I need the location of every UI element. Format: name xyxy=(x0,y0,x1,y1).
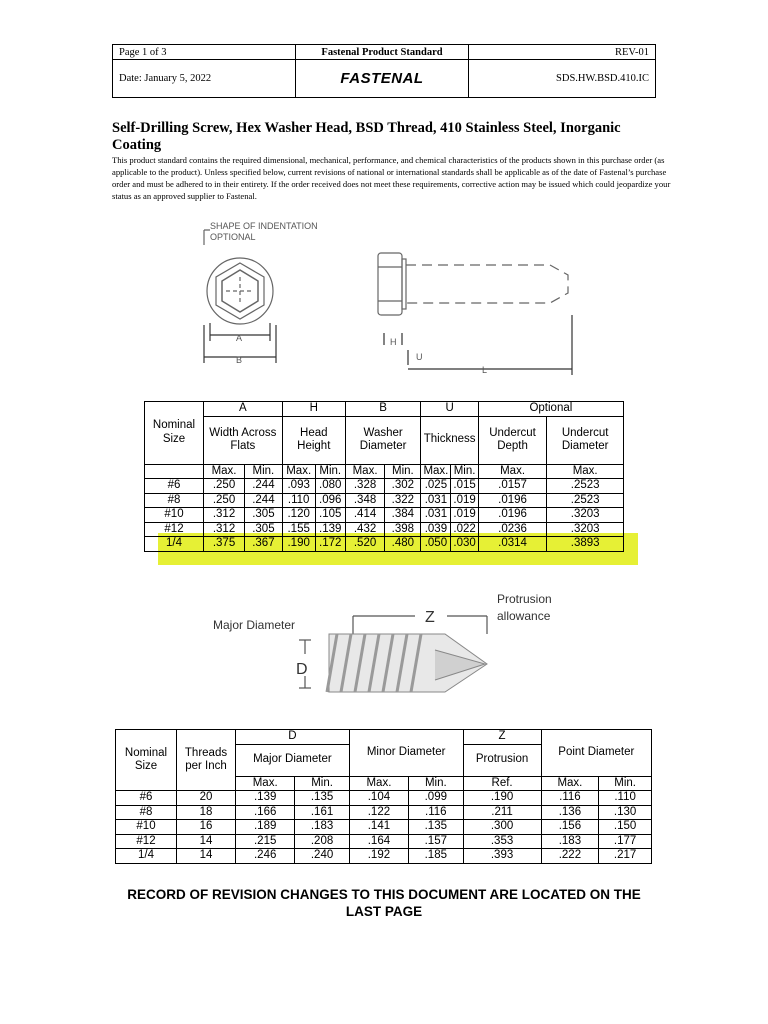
table-cell: .019 xyxy=(451,508,478,523)
col-major-diameter: Major Diameter xyxy=(236,744,350,776)
dim-label-l: L xyxy=(482,365,488,375)
table-cell: .3203 xyxy=(547,508,624,523)
table-cell: .190 xyxy=(463,791,541,806)
col-width-across-flats: Width Across Flats xyxy=(204,416,283,464)
table-cell: .375 xyxy=(204,537,245,552)
table-cell: .353 xyxy=(463,834,541,849)
table-cell: .240 xyxy=(295,849,349,864)
doc-number: SDS.HW.BSD.410.IC xyxy=(469,60,656,98)
sub-header: Max. xyxy=(547,464,624,479)
col-undercut-diameter: Undercut Diameter xyxy=(547,416,624,464)
table-cell: .0236 xyxy=(478,522,547,537)
sub-header: Min. xyxy=(245,464,283,479)
table-cell: #12 xyxy=(145,522,204,537)
table-cell: .155 xyxy=(282,522,315,537)
table-cell: .305 xyxy=(245,508,283,523)
dim-label-z: Z xyxy=(425,609,435,626)
thread-dimensions-rows xyxy=(116,791,652,864)
page-number: Page 1 of 3 xyxy=(113,45,296,60)
table-cell: .141 xyxy=(349,820,408,835)
col-threads-per-inch: Threads per Inch xyxy=(177,730,236,791)
table-cell: .031 xyxy=(421,493,451,508)
indent-note-line2: OPTIONAL xyxy=(210,232,256,242)
sub-header: Max. xyxy=(421,464,451,479)
table-cell: 14 xyxy=(177,849,236,864)
revision-note: RECORD OF REVISION CHANGES TO THIS DOCUMENT ARE LOCATED ON THE LAST PAGE xyxy=(127,887,641,919)
table-cell: #6 xyxy=(145,479,204,494)
table-row xyxy=(145,537,624,552)
sub-header: Max. xyxy=(236,776,295,791)
table-cell: .480 xyxy=(385,537,421,552)
table-cell: .0196 xyxy=(478,493,547,508)
table-cell: .189 xyxy=(236,820,295,835)
col-undercut-depth: Undercut Depth xyxy=(478,416,547,464)
table-cell: .432 xyxy=(345,522,384,537)
table-row xyxy=(116,849,652,864)
sub-header: Max. xyxy=(478,464,547,479)
screw-thread-illustration xyxy=(327,634,487,692)
table-cell: .0196 xyxy=(478,508,547,523)
table-cell: .250 xyxy=(204,493,245,508)
table-cell: 1/4 xyxy=(145,537,204,552)
table-cell: .080 xyxy=(315,479,345,494)
table-cell: .250 xyxy=(204,479,245,494)
thread-dimension-drawing xyxy=(205,588,575,700)
table-cell: .161 xyxy=(295,805,349,820)
table-cell: .0314 xyxy=(478,537,547,552)
table-cell: 1/4 xyxy=(116,849,177,864)
table-cell: .192 xyxy=(349,849,408,864)
table-cell: .139 xyxy=(236,791,295,806)
table-cell: .110 xyxy=(599,791,652,806)
table-cell: .246 xyxy=(236,849,295,864)
head-dimensions-table xyxy=(144,401,624,552)
table-cell: .120 xyxy=(282,508,315,523)
table-cell: .217 xyxy=(599,849,652,864)
dim-label-u: U xyxy=(416,352,423,362)
revision: REV-01 xyxy=(469,45,656,60)
col-thickness: Thickness xyxy=(421,416,478,464)
sub-header: Min. xyxy=(599,776,652,791)
table-cell: .164 xyxy=(349,834,408,849)
table-row xyxy=(145,479,624,494)
group-optional: Optional xyxy=(478,402,623,417)
table-cell: .244 xyxy=(245,493,283,508)
table-cell: .190 xyxy=(282,537,315,552)
table-cell: .136 xyxy=(541,805,599,820)
major-diameter-label: Major Diameter xyxy=(213,618,296,632)
sub-header: Max. xyxy=(345,464,384,479)
dim-label-a: A xyxy=(236,333,243,343)
table-row xyxy=(116,820,652,835)
table-cell: .122 xyxy=(349,805,408,820)
table-cell: .110 xyxy=(282,493,315,508)
group-z: Z xyxy=(463,730,541,745)
table-cell: .185 xyxy=(409,849,463,864)
dim-label-b: B xyxy=(236,355,243,365)
table-cell: .150 xyxy=(599,820,652,835)
table-cell: .025 xyxy=(421,479,451,494)
protrusion-label-line2: allowance xyxy=(497,609,551,623)
dim-label-h: H xyxy=(390,337,397,347)
table-cell: .030 xyxy=(451,537,478,552)
table-cell: .2523 xyxy=(547,493,624,508)
table-cell: .414 xyxy=(345,508,384,523)
table-cell: .312 xyxy=(204,508,245,523)
protrusion-label-line1: Protrusion xyxy=(497,592,552,606)
table-cell: .367 xyxy=(245,537,283,552)
col-minor-diameter: Minor Diameter xyxy=(349,730,463,777)
table-cell: .116 xyxy=(541,791,599,806)
group-b: B xyxy=(345,402,421,417)
group-h: H xyxy=(282,402,345,417)
table-cell: 18 xyxy=(177,805,236,820)
table-cell: .2523 xyxy=(547,479,624,494)
table-cell: .104 xyxy=(349,791,408,806)
table-cell: .093 xyxy=(282,479,315,494)
table-cell: .300 xyxy=(463,820,541,835)
indent-note-line1: SHAPE OF INDENTATION xyxy=(210,221,318,231)
col-point-diameter: Point Diameter xyxy=(541,730,651,777)
head-dimensions-rows xyxy=(145,479,624,552)
sub-header: Max. xyxy=(541,776,599,791)
sub-header: Min. xyxy=(315,464,345,479)
doc-type: Fastenal Product Standard xyxy=(296,45,469,60)
table-cell: #8 xyxy=(116,805,177,820)
head-dimension-drawing xyxy=(190,215,590,380)
table-cell: .244 xyxy=(245,479,283,494)
sub-header: Min. xyxy=(409,776,463,791)
table-cell: .015 xyxy=(451,479,478,494)
table-cell: .156 xyxy=(541,820,599,835)
table-cell: .222 xyxy=(541,849,599,864)
table-cell: .328 xyxy=(345,479,384,494)
table-cell: .022 xyxy=(451,522,478,537)
table-cell: .105 xyxy=(315,508,345,523)
fastenal-logo: FASTENAL xyxy=(340,70,424,87)
table-cell: .312 xyxy=(204,522,245,537)
table-row xyxy=(116,834,652,849)
col-nominal-size: Nominal Size xyxy=(116,730,177,791)
table-cell: .398 xyxy=(385,522,421,537)
dim-label-d: D xyxy=(296,661,308,678)
document-header xyxy=(112,44,656,98)
col-nominal-size: Nominal Size xyxy=(145,402,204,465)
table-cell: .3203 xyxy=(547,522,624,537)
table-cell: .019 xyxy=(451,493,478,508)
thread-dimensions-table xyxy=(115,729,652,864)
table-cell: .116 xyxy=(409,805,463,820)
table-cell: #6 xyxy=(116,791,177,806)
table-cell: .183 xyxy=(295,820,349,835)
table-row xyxy=(116,805,652,820)
table-cell: .183 xyxy=(541,834,599,849)
table-cell: #10 xyxy=(145,508,204,523)
table-cell: 20 xyxy=(177,791,236,806)
table-cell: .393 xyxy=(463,849,541,864)
table-cell: .157 xyxy=(409,834,463,849)
table-cell: .348 xyxy=(345,493,384,508)
sub-header: Min. xyxy=(451,464,478,479)
intro-paragraph: This product standard contains the required dimensional, mechanical, performance, and chemical characteristics of the products shown in this purchase order (as applicable to the product). Unless specified below, current revisions of national or international standards shall be applicable as of the date of Fastenal’s purchase order and must be adhered to in their entirety. If the order received does not meet these requirements, corrective action may be issued which could jeopardize your status as an approved supplier to Fastenal. xyxy=(112,155,671,201)
table-cell: .135 xyxy=(295,791,349,806)
table-cell: .302 xyxy=(385,479,421,494)
table-cell: .031 xyxy=(421,508,451,523)
sub-header: Ref. xyxy=(463,776,541,791)
table-cell: .050 xyxy=(421,537,451,552)
table-row xyxy=(145,522,624,537)
table-cell: .139 xyxy=(315,522,345,537)
table-cell: .099 xyxy=(409,791,463,806)
table-cell: .520 xyxy=(345,537,384,552)
table-row xyxy=(145,493,624,508)
table-cell: .172 xyxy=(315,537,345,552)
table-cell: .211 xyxy=(463,805,541,820)
table-cell: 14 xyxy=(177,834,236,849)
table-cell: .0157 xyxy=(478,479,547,494)
table-cell: 16 xyxy=(177,820,236,835)
group-u: U xyxy=(421,402,478,417)
table-cell: .322 xyxy=(385,493,421,508)
table-cell: .096 xyxy=(315,493,345,508)
table-cell: #10 xyxy=(116,820,177,835)
table-cell: .135 xyxy=(409,820,463,835)
group-a: A xyxy=(204,402,283,417)
col-head-height: Head Height xyxy=(282,416,345,464)
sub-header: Max. xyxy=(204,464,245,479)
table-cell: .039 xyxy=(421,522,451,537)
table-cell: .215 xyxy=(236,834,295,849)
sub-header: Max. xyxy=(282,464,315,479)
table-cell: #12 xyxy=(116,834,177,849)
sub-header: Min. xyxy=(295,776,349,791)
sub-header: Max. xyxy=(349,776,408,791)
table-cell: #8 xyxy=(145,493,204,508)
group-d: D xyxy=(236,730,350,745)
table-cell: .384 xyxy=(385,508,421,523)
table-cell: .208 xyxy=(295,834,349,849)
table-cell: .3893 xyxy=(547,537,624,552)
page-title: Self-Drilling Screw, Hex Washer Head, BSD Thread, 410 Stainless Steel, Inorganic Coating xyxy=(112,120,621,153)
col-protrusion: Protrusion xyxy=(463,744,541,776)
col-washer-diameter: Washer Diameter xyxy=(345,416,421,464)
table-row xyxy=(116,791,652,806)
doc-date: Date: January 5, 2022 xyxy=(113,60,296,98)
table-row xyxy=(145,508,624,523)
table-cell: .166 xyxy=(236,805,295,820)
table-cell: .130 xyxy=(599,805,652,820)
table-cell: .305 xyxy=(245,522,283,537)
sub-header: Min. xyxy=(385,464,421,479)
table-cell: .177 xyxy=(599,834,652,849)
